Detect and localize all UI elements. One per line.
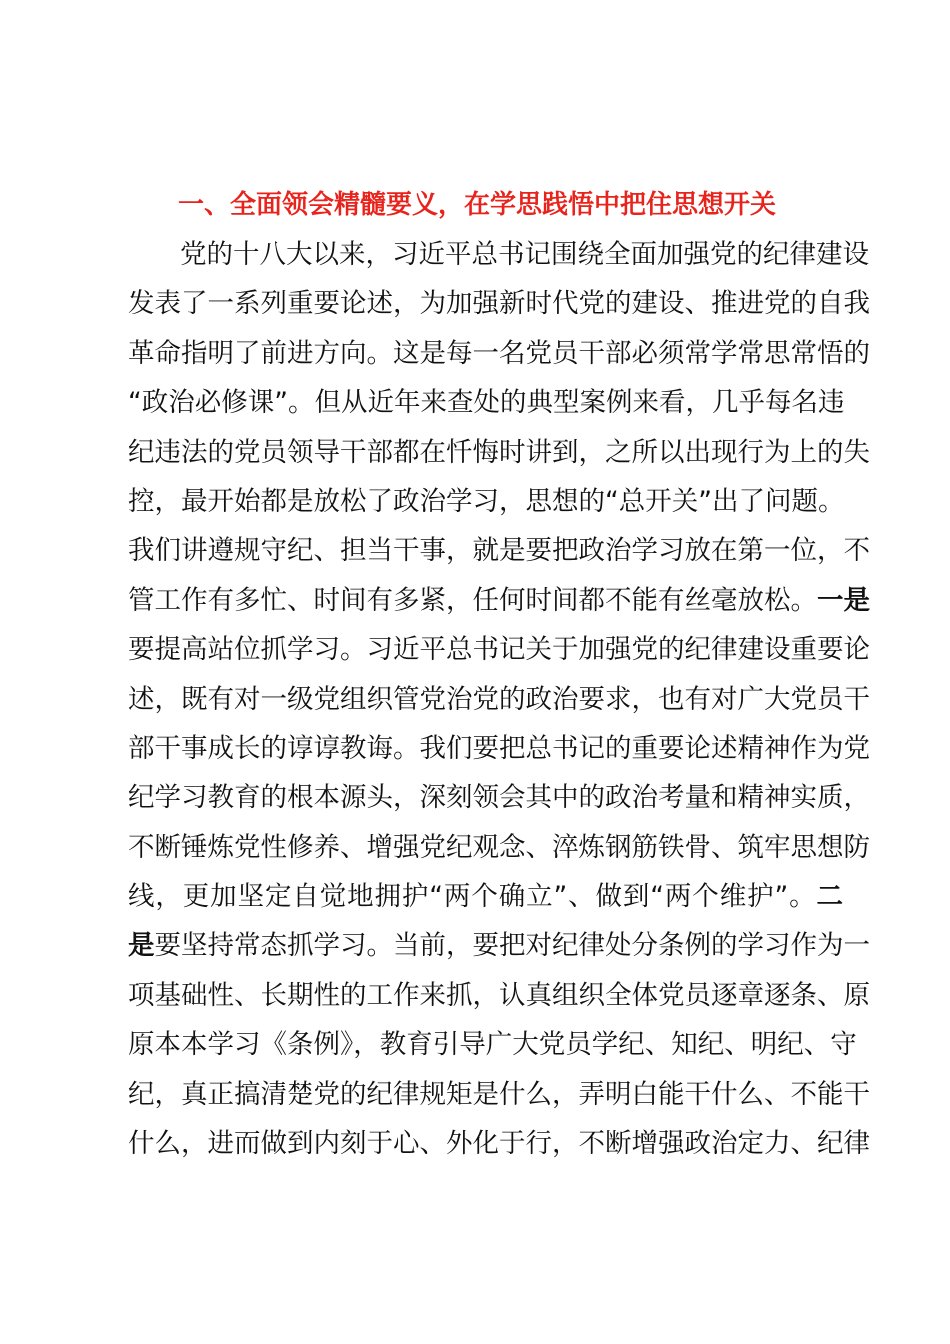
- text-line: [128, 872, 843, 921]
- text-run: 发表了一系列重要论述，为加强新时代党的建设、推进党的自我: [128, 288, 870, 320]
- text-run: 纪，真正搞清楚党的纪律规矩是什么，弄明白能干什么、不能干: [128, 1078, 870, 1110]
- bold-text-run: 二: [816, 881, 843, 913]
- text-line: [128, 279, 870, 328]
- text-run: 线，更加坚定自觉地拥护“两个确立”、做到“两个维护”。: [128, 881, 817, 913]
- text-line: [128, 1070, 870, 1119]
- text-line: [128, 971, 870, 1020]
- text-line: [128, 576, 870, 625]
- text-line: [128, 921, 870, 970]
- text-line: [128, 1119, 870, 1168]
- text-run: 管工作有多忙、时间有多紧，任何时间都不能有丝毫放松。: [128, 584, 817, 616]
- text-line: [128, 477, 843, 526]
- text-run: 要坚持常态抓学习。当前，要把对纪律处分条例的学习作为一: [154, 930, 870, 962]
- text-run: 革命指明了前进方向。这是每一名党员干部必须常学常思常悟的: [128, 337, 870, 369]
- text-run: 纪学习教育的根本源头，深刻领会其中的政治考量和精神实质，: [128, 782, 870, 814]
- text-run: 要提高站位抓学习。习近平总书记关于加强党的纪律建设重要论: [128, 634, 870, 666]
- text-run: 述，既有对一级党组织管党治党的政治要求，也有对广大党员干: [128, 683, 870, 715]
- text-line: [128, 625, 870, 674]
- text-run: 部干事成长的谆谆教诲。我们要把总书记的重要论述精神作为党: [128, 732, 870, 764]
- text-run: 不断锤炼党性修养、增强党纪观念、淬炼钢筋铁骨、筑牢思想防: [128, 831, 870, 863]
- text-run: 我们讲遵规守纪、担当干事，就是要把政治学习放在第一位，不: [128, 535, 870, 567]
- text-line: [128, 724, 870, 773]
- text-line: [128, 675, 870, 724]
- text-line: [128, 329, 870, 378]
- body-paragraph: [128, 230, 870, 1168]
- text-line: [128, 230, 869, 279]
- text-run: “政治必修课”。但从近年来查处的典型案例来看，几乎每名违: [128, 387, 845, 419]
- text-run: 控，最开始都是放松了政治学习，思想的“总开关”出了问题。: [128, 485, 845, 517]
- text-line: [128, 773, 870, 822]
- text-run: 原本本学习《条例》，教育引导广大党员学纪、知纪、明纪、守: [128, 1029, 857, 1061]
- text-line: [128, 526, 870, 575]
- section-heading: 一、全面领会精髓要义，在学思践悟中把住思想开关: [178, 190, 777, 220]
- text-run: 党的十八大以来，习近平总书记围绕全面加强党的纪律建设: [180, 239, 869, 270]
- text-line: [128, 823, 870, 872]
- bold-text-run: 一是: [817, 584, 870, 616]
- text-line: [128, 1020, 857, 1069]
- text-run: 项基础性、长期性的工作来抓，认真组织全体党员逐章逐条、原: [128, 979, 870, 1011]
- text-run: 什么，进而做到内刻于心、外化于行，不断增强政治定力、纪律: [128, 1128, 870, 1160]
- text-run: 纪违法的党员领导干部都在忏悔时讲到，之所以出现行为上的失: [128, 436, 870, 468]
- text-line: [128, 378, 843, 427]
- text-line: [128, 428, 870, 477]
- bold-text-run: 是: [128, 930, 155, 962]
